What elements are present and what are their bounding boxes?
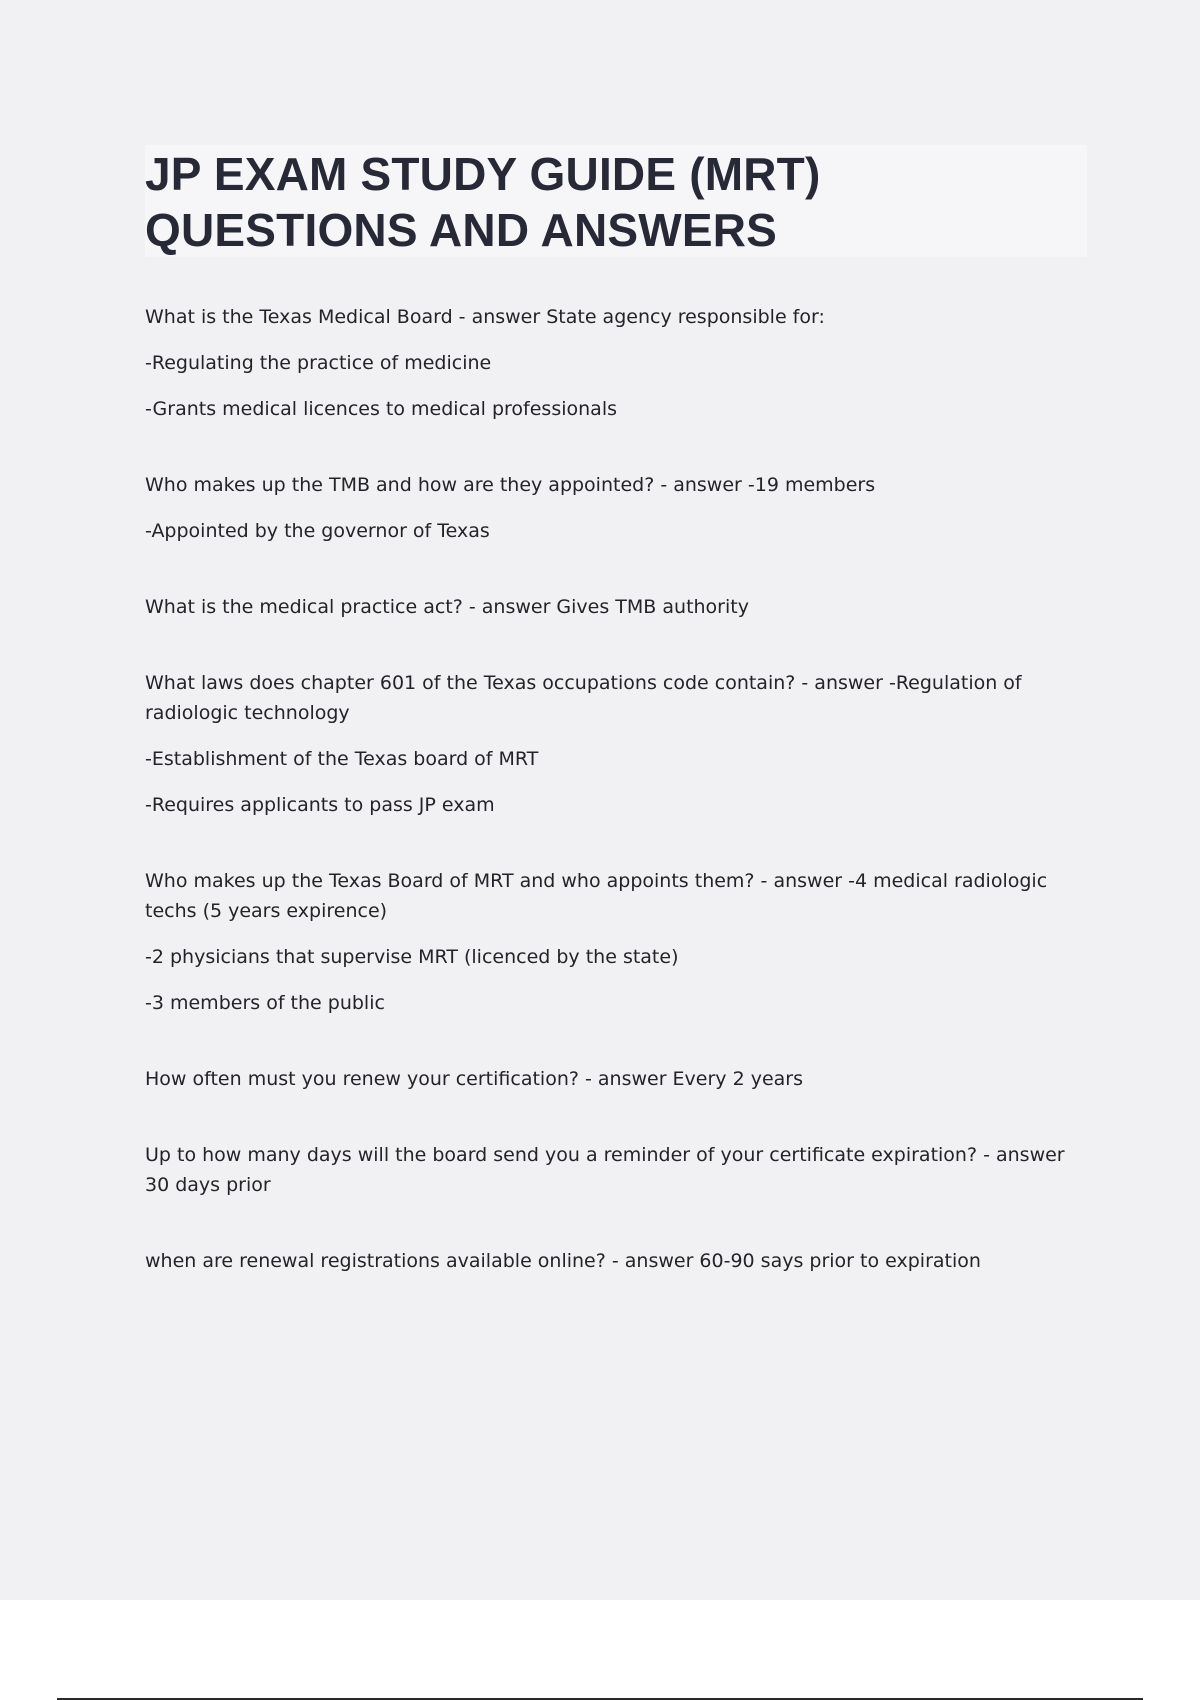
question-line: Who makes up the Texas Board of MRT and who appoints them? - answer -4 medical radiologic techs (5 years expirence) (145, 870, 1048, 922)
question-line: when are renewal registrations available online? - answer 60-90 says prior to expiration (145, 1250, 981, 1272)
answer-line: -Establishment of the Texas board of MRT (145, 748, 539, 770)
question-line: How often must you renew your certification? - answer Every 2 years (145, 1068, 803, 1090)
question-line: What is the Texas Medical Board - answer State agency responsible for: (145, 306, 825, 328)
title-line-1: JP EXAM STUDY GUIDE (MRT) (145, 148, 821, 200)
question-line: What laws does chapter 601 of the Texas occupations code contain? - answer -Regulation of radiologic technology (145, 672, 1022, 724)
answer-line: -Requires applicants to pass JP exam (145, 794, 495, 816)
title-line-2: QUESTIONS AND ANSWERS (145, 204, 778, 256)
qa-item-7 (145, 1140, 1090, 1200)
question-line: Up to how many days will the board send you a reminder of your certificate expiration? - answer 30 days prior (145, 1144, 1065, 1196)
qa-list (145, 302, 1090, 1322)
question-line: Who makes up the TMB and how are they appointed? - answer -19 members (145, 474, 876, 496)
answer-line: -Regulating the practice of medicine (145, 352, 492, 374)
document-title (145, 146, 820, 258)
answer-line: -Grants medical licences to medical professionals (145, 398, 617, 420)
qa-item-3 (145, 592, 1090, 622)
qa-item-1 (145, 302, 1090, 424)
qa-item-5 (145, 866, 1090, 1018)
answer-line: -2 physicians that supervise MRT (licenced by the state) (145, 946, 679, 968)
answer-line: -Appointed by the governor of Texas (145, 520, 490, 542)
question-line: What is the medical practice act? - answer Gives TMB authority (145, 596, 749, 618)
qa-item-4 (145, 668, 1090, 820)
qa-item-2 (145, 470, 1090, 546)
qa-item-6 (145, 1064, 1090, 1094)
answer-line: -3 members of the public (145, 992, 385, 1014)
qa-item-8 (145, 1246, 1090, 1276)
